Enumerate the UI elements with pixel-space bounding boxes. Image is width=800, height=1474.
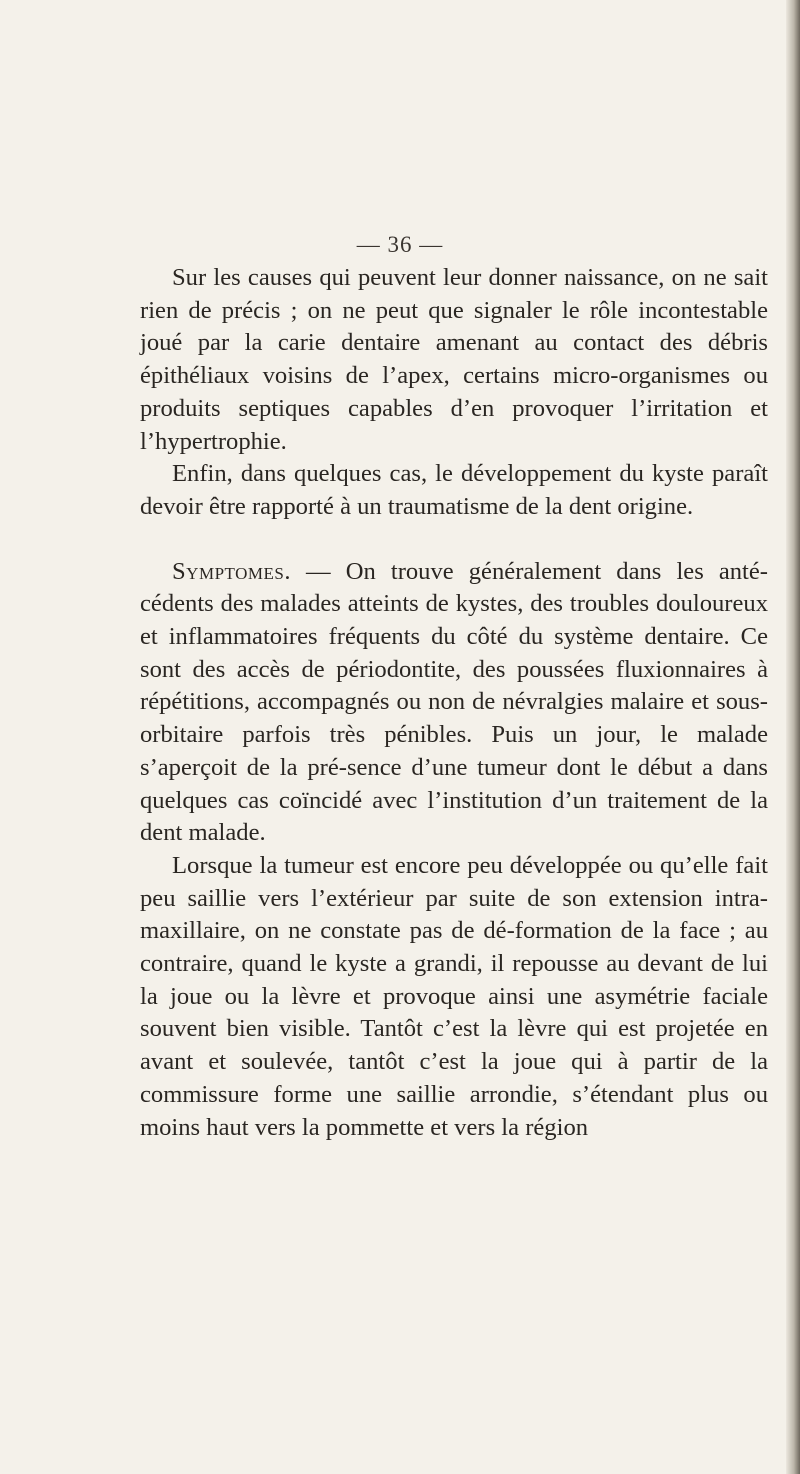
paragraph-text: Sur les causes qui peuvent leur donner naissance, on ne sait rien de précis ; on ne peut que signaler le rôle incontestable joué par la carie dentaire amenant au contact des débris épithéliaux voisins de l’apex, certains micro-organismes ou produits septiques capables d’en provoquer l’irritation et l’hypertrophie. — [140, 264, 768, 455]
page-edge-shadow — [786, 0, 800, 1474]
paragraph-traumatisme — [140, 458, 768, 523]
paragraph-tumeur — [140, 850, 768, 1144]
paragraph-causes — [140, 262, 768, 458]
paragraph-text: Enfin, dans quelques cas, le développement du kyste paraît devoir être rapporté à un traumatisme de la dent origine. — [140, 460, 768, 520]
paragraph-symptomes — [140, 556, 768, 850]
paragraph-text: — On trouve généralement dans les anté-cédents des malades atteints de kystes, des troubles douloureux et inflammatoires fréquents du côté du système dentaire. Ce sont des accès de périodontite, des poussées fluxionnaires à répétitions, accompagnés ou non de névralgies malaire et sous-orbitaire parfois très pénibles. Puis un jour, le malade s’aperçoit de la pré-sence d’une tumeur dont le début a dans quelques cas coïncidé avec l’institution d’un traitement de la dent malade. — [140, 557, 768, 847]
body-text — [140, 262, 768, 1144]
paragraph-text: Lorsque la tumeur est encore peu développée ou qu’elle fait peu saillie vers l’extérieur par suite de son extension intra-maxillaire, on ne constate pas de dé-formation de la face ; au contraire, quand le kyste a grandi, il repousse au devant de lui la joue ou la lèvre et provoque ainsi une asymétrie faciale souvent bien visible. Tantôt c’est la lèvre qui est projetée en avant et soulevée, tantôt c’est la joue qui à partir de la commissure forme une saillie arrondie, s’étendant plus ou moins haut vers la pommette et vers la région — [140, 851, 768, 1141]
page-number: — 36 — — [356, 232, 444, 257]
section-heading-symptomes: Symptomes. — [172, 557, 291, 585]
